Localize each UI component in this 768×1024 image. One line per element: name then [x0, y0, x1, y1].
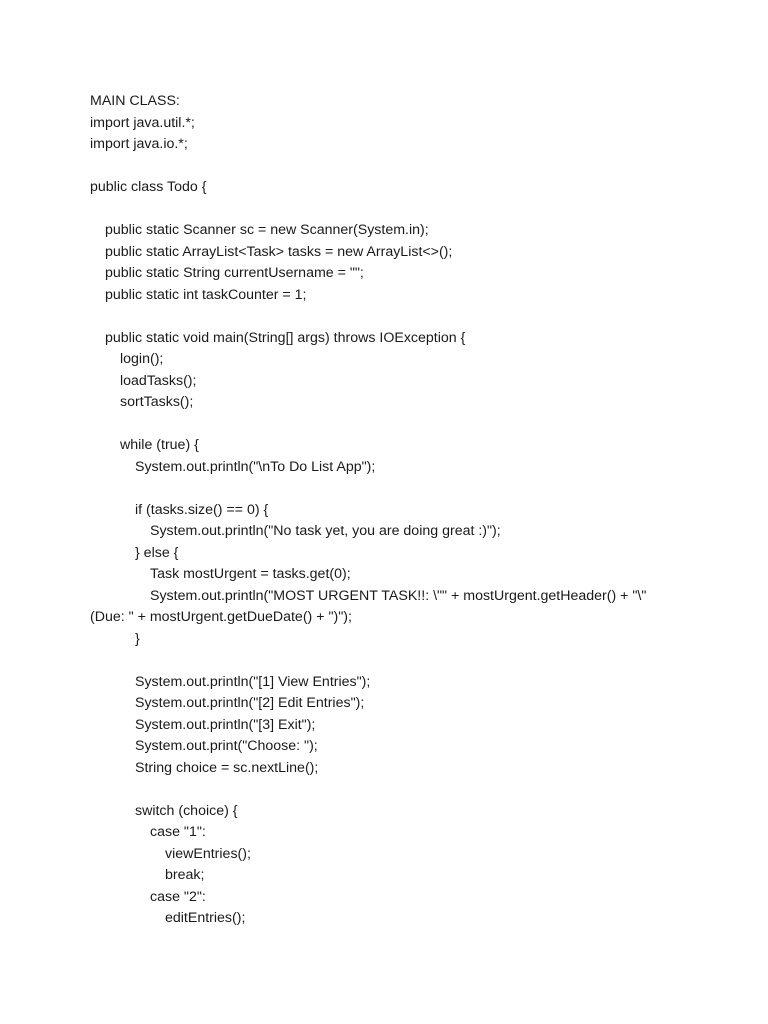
code-line: String choice = sc.nextLine(); [135, 759, 319, 776]
code-line: public static String currentUsername = ""; [105, 265, 364, 281]
code-listing [90, 91, 690, 930]
blank-line [90, 414, 690, 436]
code-line: System.out.println("\nTo Do List App"); [135, 458, 376, 475]
code-line: System.out.print("Choose: "); [135, 738, 318, 754]
code-line: System.out.println("No task yet, you are doing great :)"); [150, 523, 501, 539]
code-line: System.out.println("[2] Edit Entries"); [135, 695, 365, 711]
blank-line [90, 199, 690, 221]
code-line: import java.io.*; [90, 136, 188, 152]
code-line: if (tasks.size() == 0) { [135, 501, 269, 518]
code-line: public static int taskCounter = 1; [105, 286, 307, 303]
code-line: } else { [135, 544, 179, 561]
blank-line [90, 779, 690, 801]
code-line: System.out.println("[1] View Entries"); [135, 673, 371, 690]
blank-line [90, 306, 690, 328]
code-line: public static ArrayList<Task> tasks = new ArrayList<>(); [105, 243, 453, 260]
code-line: while (true) { [120, 437, 199, 453]
blank-line [90, 478, 690, 500]
code-line: case "2": [150, 888, 206, 905]
code-line: viewEntries(); [165, 845, 251, 862]
code-line: break; [165, 867, 205, 883]
code-line: editEntries(); [165, 910, 246, 926]
blank-line [90, 650, 690, 672]
blank-line [90, 156, 690, 178]
code-line: public class Todo { [90, 179, 207, 195]
code-line: } [135, 630, 140, 647]
code-line: switch (choice) { [135, 802, 238, 819]
code-line: import java.util.*; [90, 114, 195, 131]
code-line: sortTasks(); [120, 394, 194, 410]
code-line: case "1": [150, 824, 206, 840]
code-line: public static Scanner sc = new Scanner(System.in); [105, 222, 429, 238]
code-line: Task mostUrgent = tasks.get(0); [150, 566, 351, 582]
code-line: System.out.println("[3] Exit"); [135, 716, 316, 733]
code-line: (Due: " + mostUrgent.getDueDate() + ")"); [90, 609, 352, 625]
code-line: System.out.println("MOST URGENT TASK!!: \"" + mostUrgent.getHeader() + "\" [150, 587, 647, 604]
code-line: MAIN CLASS: [90, 93, 180, 109]
code-line: public static void main(String[] args) throws IOException { [105, 329, 466, 346]
code-line: login(); [120, 351, 164, 367]
code-line: loadTasks(); [120, 372, 197, 389]
